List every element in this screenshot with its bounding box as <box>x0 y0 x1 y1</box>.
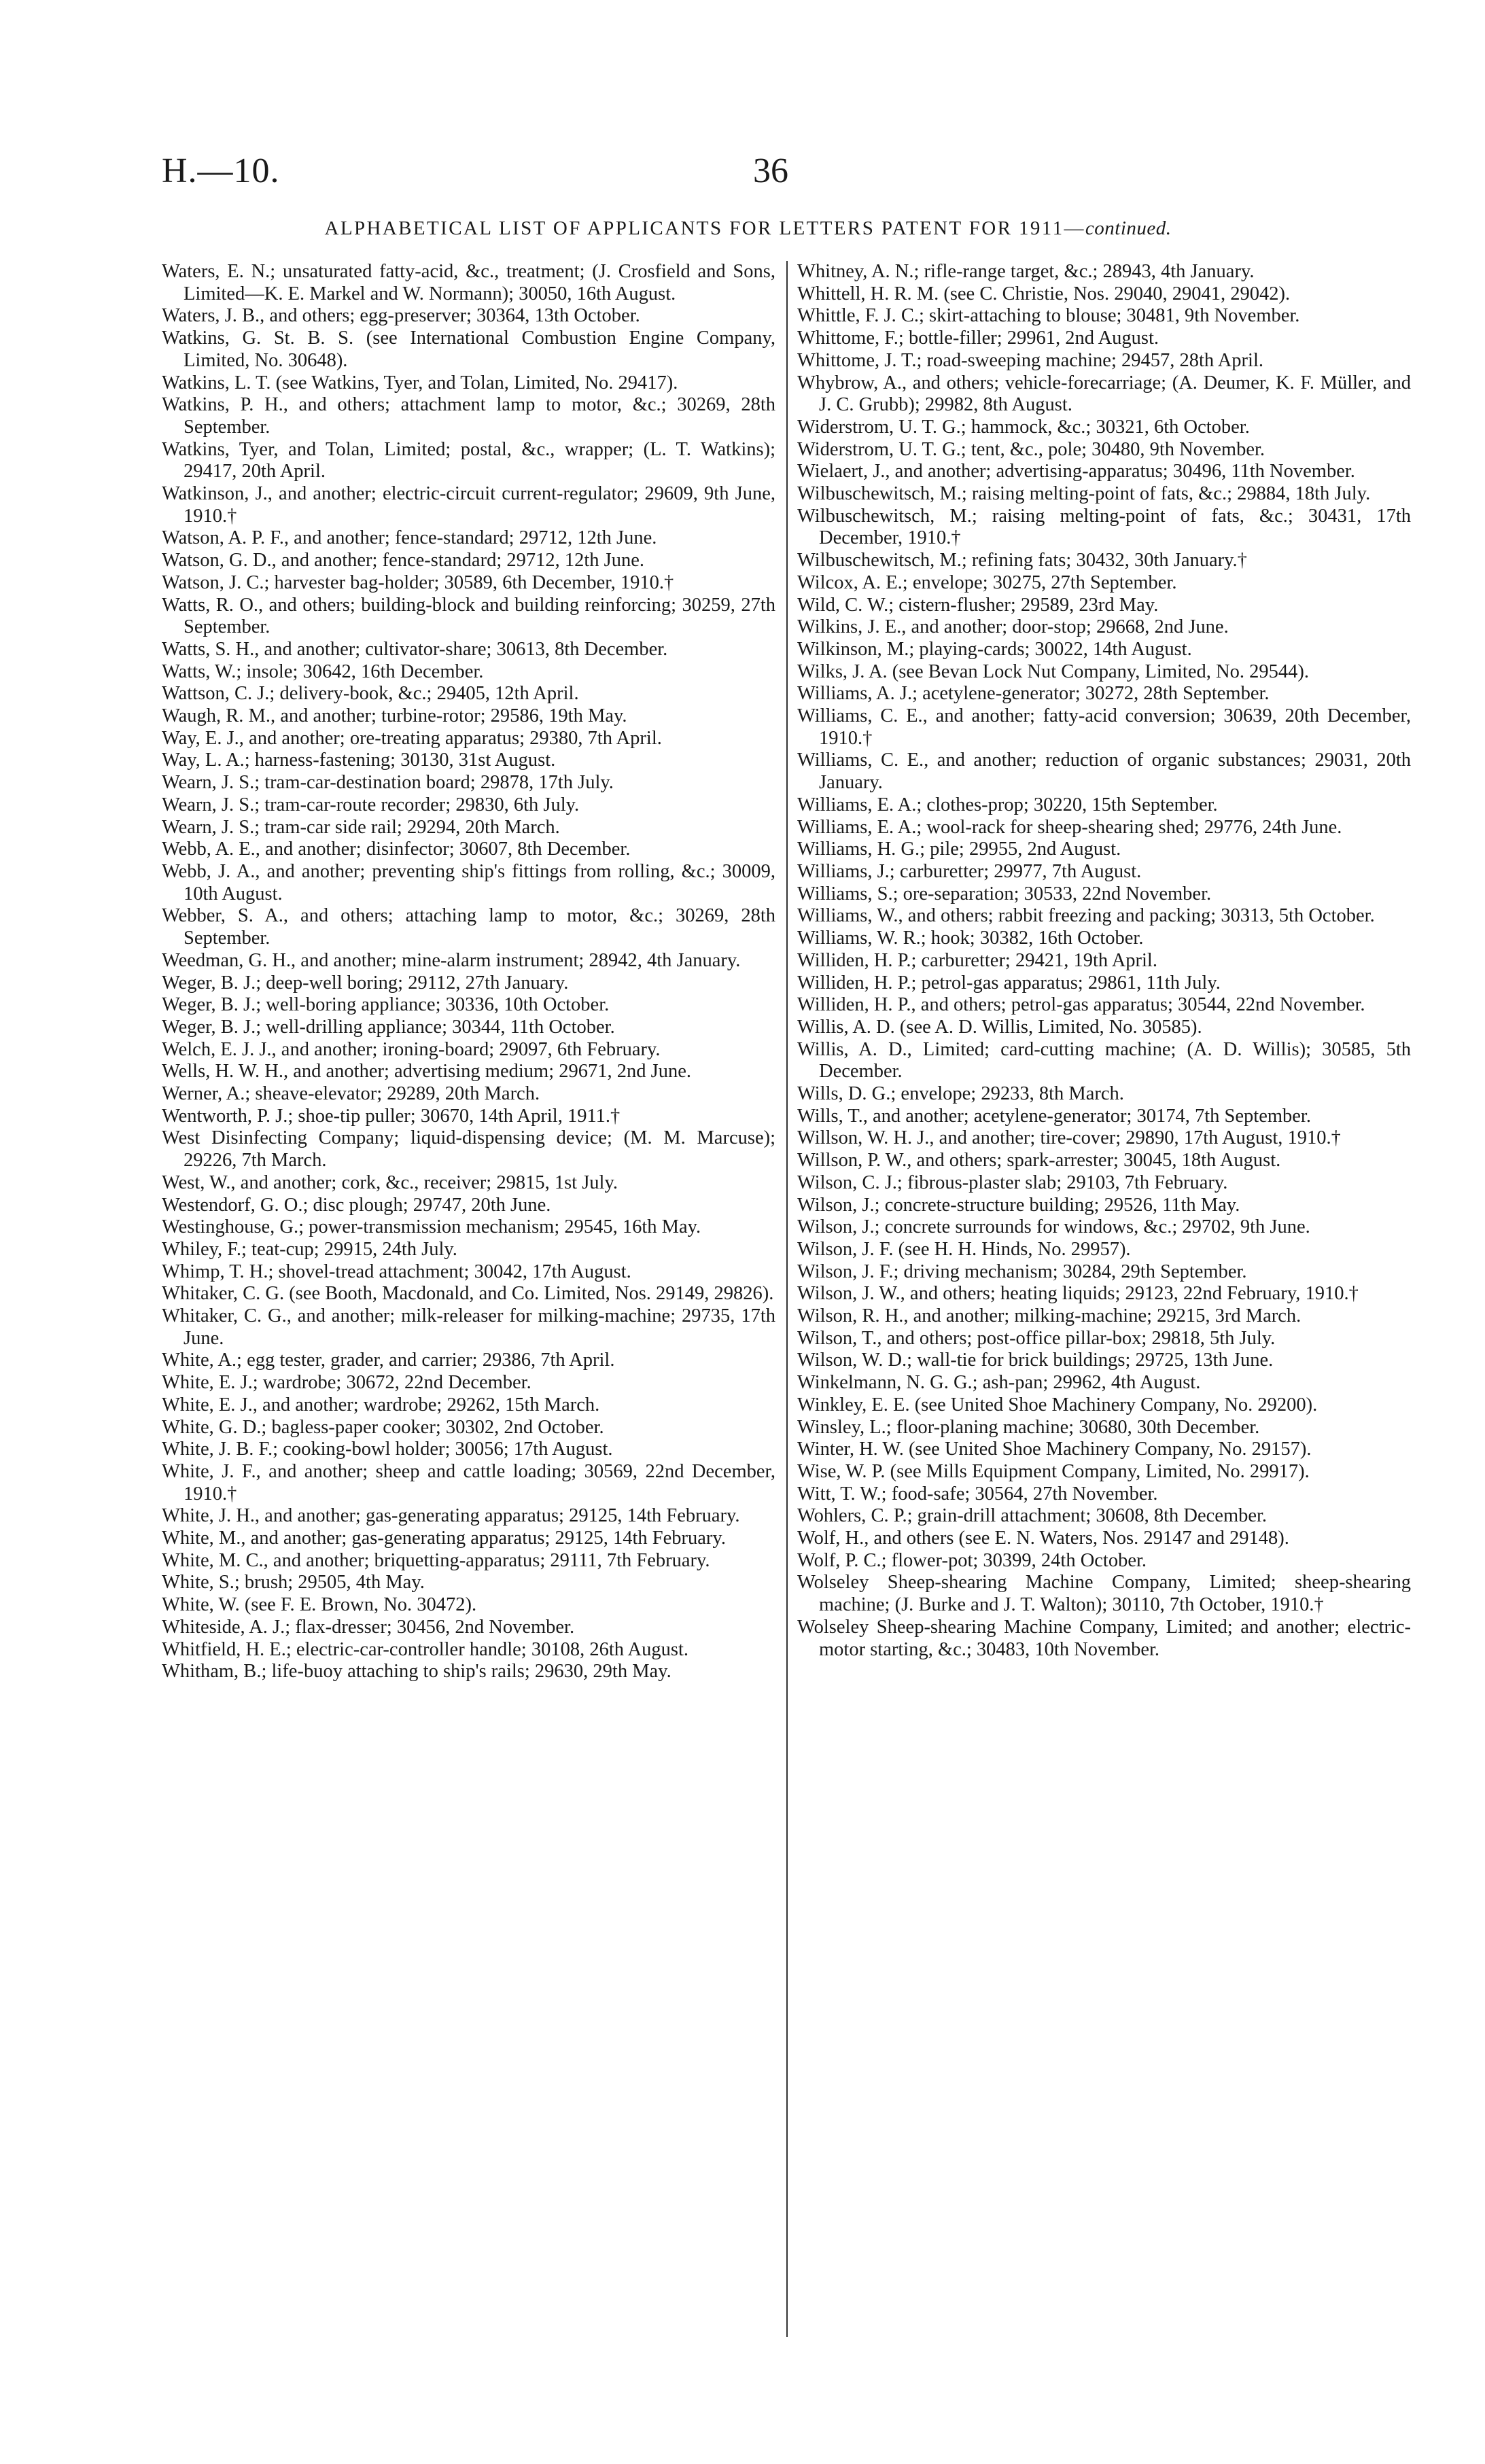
list-entry: Watts, W.; insole; 30642, 16th December. <box>162 661 484 682</box>
list-entry: Winter, H. W. (see United Shoe Machinery Company, No. 29157). <box>797 1439 1312 1460</box>
list-entry: Whiteside, A. J.; flax-dresser; 30456, 2nd November. <box>162 1616 575 1638</box>
list-entry: White, W. (see F. E. Brown, No. 30472). <box>162 1594 477 1616</box>
list-entry: Williams, W. R.; hook; 30382, 16th October. <box>797 928 1144 949</box>
list-entry: Wolseley Sheep-shearing Machine Company, Limited; and another; electric-motor starting, &c.; 30483, 10th November. <box>797 1616 1411 1660</box>
list-entry: Williden, H. P.; petrol-gas apparatus; 29861, 11th July. <box>797 972 1221 993</box>
list-entry: Wilbuschewitsch, M.; raising melting-point of fats, &c.; 29884, 18th July. <box>797 483 1371 505</box>
list-entry: Williams, C. E., and another; reduction of organic substances; 29031, 20th January. <box>797 750 1411 794</box>
list-entry: Way, E. J., and another; ore-treating apparatus; 29380, 7th April. <box>162 727 662 749</box>
list-entry: White, S.; brush; 29505, 4th May. <box>162 1572 425 1594</box>
list-entry: Weger, B. J.; well-drilling appliance; 30344, 11th October. <box>162 1016 615 1038</box>
list-entry: Williams, C. E., and another; fatty-acid conversion; 30639, 20th December, 1910.† <box>797 705 1411 749</box>
left-column <box>162 261 775 1683</box>
list-entry: Watkins, L. T. (see Watkins, Tyer, and Tolan, Limited, No. 29417). <box>162 372 678 393</box>
list-entry: White, E. J., and another; wardrobe; 29262, 15th March. <box>162 1394 600 1415</box>
list-entry: Wilcox, A. E.; envelope; 30275, 27th September. <box>797 571 1177 593</box>
list-entry: Watkins, Tyer, and Tolan, Limited; postal, &c., wrapper; (L. T. Watkins); 29417, 20th April. <box>162 438 775 482</box>
list-entry: West, W., and another; cork, &c., receiver; 29815, 1st July. <box>162 1172 618 1193</box>
list-entry: Wolseley Sheep-shearing Machine Company, Limited; sheep-shearing machine; (J. Burke and J. T. Walton); 30110, 7th October, 1910.† <box>797 1572 1411 1616</box>
list-entry: Wells, H. W. H., and another; advertising medium; 29671, 2nd June. <box>162 1061 691 1083</box>
list-entry: Williams, A. J.; acetylene-generator; 30272, 28th September. <box>797 683 1270 705</box>
list-entry: Wilson, J.; concrete-structure building; 29526, 11th May. <box>797 1194 1240 1216</box>
list-entry: Whitaker, C. G. (see Booth, Macdonald, and Co. Limited, Nos. 29149, 29826). <box>162 1283 774 1305</box>
list-entry: Wolf, P. C.; flower-pot; 30399, 24th October. <box>797 1549 1147 1571</box>
list-entry: Wielaert, J., and another; advertising-apparatus; 30496, 11th November. <box>797 461 1355 482</box>
list-entry: Watson, A. P. F., and another; fence-standard; 29712, 12th June. <box>162 527 657 549</box>
list-entry: Watts, S. H., and another; cultivator-share; 30613, 8th December. <box>162 638 668 660</box>
list-entry: Watkins, G. St. B. S. (see International Combustion Engine Company, Limited, No. 30648). <box>162 328 775 371</box>
list-entry: Westinghouse, G.; power-transmission mechanism; 29545, 16th May. <box>162 1216 701 1238</box>
page-identifier: H.—10. <box>162 152 280 190</box>
list-entry: Webber, S. A., and others; attaching lamp to motor, &c.; 30269, 28th September. <box>162 905 775 949</box>
list-entry: Welch, E. J. J., and another; ironing-board; 29097, 6th February. <box>162 1038 661 1060</box>
list-entry: Whybrow, A., and others; vehicle-forecarriage; (A. Deumer, K. F. Müller, and J. C. Grubb); 29982, 8th August. <box>797 372 1411 416</box>
list-entry: Wohlers, C. P.; grain-drill attachment; 30608, 8th December. <box>797 1505 1268 1527</box>
list-entry: Weedman, G. H., and another; mine-alarm instrument; 28942, 4th January. <box>162 949 741 971</box>
list-entry: Wentworth, P. J.; shoe-tip puller; 30670, 14th April, 1911.† <box>162 1105 621 1127</box>
list-entry: White, J. F., and another; sheep and cattle loading; 30569, 22nd December, 1910.† <box>162 1460 775 1504</box>
list-entry: Wilbuschewitsch, M.; raising melting-point of fats, &c.; 30431, 17th December, 1910.† <box>797 505 1411 549</box>
list-entry: Wilson, J. W., and others; heating liquids; 29123, 22nd February, 1910.† <box>797 1283 1359 1305</box>
list-entry: Winkelmann, N. G. G.; ash-pan; 29962, 4th August. <box>797 1372 1201 1394</box>
list-entry: Webb, A. E., and another; disinfector; 30607, 8th December. <box>162 839 631 860</box>
list-entry: Wilson, C. J.; fibrous-plaster slab; 29103, 7th February. <box>797 1172 1228 1193</box>
list-entry: Whitney, A. N.; rifle-range target, &c.; 28943, 4th January. <box>797 261 1255 282</box>
page-title <box>162 217 1334 240</box>
list-entry: Wilson, J. F.; driving mechanism; 30284, 29th September. <box>797 1261 1247 1282</box>
list-entry: Waugh, R. M., and another; turbine-rotor; 29586, 19th May. <box>162 705 627 727</box>
list-entry: Weger, B. J.; deep-well boring; 29112, 27th January. <box>162 972 569 993</box>
list-entry: Wearn, J. S.; tram-car side rail; 29294, 20th March. <box>162 816 560 838</box>
list-entry: Willson, W. H. J., and another; tire-cover; 29890, 17th August, 1910.† <box>797 1127 1341 1149</box>
column-divider <box>786 261 788 2337</box>
list-entry: Williams, S.; ore-separation; 30533, 22nd November. <box>797 883 1212 904</box>
list-entry: Wilson, J. F. (see H. H. Hinds, No. 29957). <box>797 1238 1131 1260</box>
list-entry: Whittome, F.; bottle-filler; 29961, 2nd August. <box>797 328 1159 349</box>
list-entry: Wild, C. W.; cistern-flusher; 29589, 23rd May. <box>797 594 1159 616</box>
list-entry: Wills, T., and another; acetylene-generator; 30174, 7th September. <box>797 1105 1311 1127</box>
list-entry: Whiley, F.; teat-cup; 29915, 24th July. <box>162 1238 457 1260</box>
list-entry: Wilkinson, M.; playing-cards; 30022, 14th August. <box>797 638 1192 660</box>
list-entry: White, G. D.; bagless-paper cooker; 30302, 2nd October. <box>162 1416 604 1438</box>
list-entry: Whittell, H. R. M. (see C. Christie, Nos. 29040, 29041, 29042). <box>797 283 1291 304</box>
list-entry: Waters, E. N.; unsaturated fatty-acid, &c., treatment; (J. Crosfield and Sons, Limited—K. E. Markel and W. Normann); 30050, 16th August. <box>162 261 775 304</box>
list-entry: Widerstrom, U. T. G.; hammock, &c.; 30321, 6th October. <box>797 416 1250 438</box>
list-entry: Willson, P. W., and others; spark-arrester; 30045, 18th August. <box>797 1150 1281 1172</box>
list-entry: White, M., and another; gas-generating apparatus; 29125, 14th February. <box>162 1528 726 1549</box>
list-entry: White, A.; egg tester, grader, and carrier; 29386, 7th April. <box>162 1350 615 1371</box>
list-entry: Williams, E. A.; wool-rack for sheep-shearing shed; 29776, 24th June. <box>797 816 1342 838</box>
list-entry: Werner, A.; sheave-elevator; 29289, 20th March. <box>162 1083 540 1105</box>
list-entry: Wearn, J. S.; tram-car-route recorder; 29830, 6th July. <box>162 794 580 815</box>
list-entry: Wearn, J. S.; tram-car-destination board; 29878, 17th July. <box>162 772 614 794</box>
list-entry: Witt, T. W.; food-safe; 30564, 27th November. <box>797 1483 1158 1504</box>
list-entry: Wilson, W. D.; wall-tie for brick buildings; 29725, 13th June. <box>797 1350 1274 1371</box>
page-number: 36 <box>753 152 788 190</box>
list-entry: Willis, A. D. (see A. D. Willis, Limited, No. 30585). <box>797 1016 1202 1038</box>
list-entry: Watkins, P. H., and others; attachment lamp to motor, &c.; 30269, 28th September. <box>162 394 775 438</box>
list-entry: Williams, J.; carburetter; 29977, 7th August. <box>797 860 1142 882</box>
page-title-main: ALPHABETICAL LIST OF APPLICANTS FOR LETTERS PATENT FOR 1911— <box>324 217 1085 239</box>
list-entry: West Disinfecting Company; liquid-dispensing device; (M. M. Marcuse); 29226, 7th March. <box>162 1127 775 1172</box>
list-entry: Wilson, T., and others; post-office pillar-box; 29818, 5th July. <box>797 1327 1276 1349</box>
list-entry: Watson, G. D., and another; fence-standard; 29712, 12th June. <box>162 550 645 571</box>
list-entry: Wolf, H., and others (see E. N. Waters, Nos. 29147 and 29148). <box>797 1528 1289 1549</box>
page-title-continued: continued. <box>1085 217 1172 239</box>
list-entry: Weger, B. J.; well-boring appliance; 30336, 10th October. <box>162 994 610 1016</box>
list-entry: Waters, J. B., and others; egg-preserver; 30364, 13th October. <box>162 305 640 327</box>
list-entry: Williden, H. P., and others; petrol-gas apparatus; 30544, 22nd November. <box>797 994 1365 1016</box>
list-entry: Williams, E. A.; clothes-prop; 30220, 15th September. <box>797 794 1218 815</box>
list-entry: White, M. C., and another; briquetting-apparatus; 29111, 7th February. <box>162 1549 710 1571</box>
list-entry: Wilson, R. H., and another; milking-machine; 29215, 3rd March. <box>797 1305 1301 1327</box>
list-entry: Way, L. A.; harness-fastening; 30130, 31st August. <box>162 750 556 771</box>
list-entry: Winkley, E. E. (see United Shoe Machinery Company, No. 29200). <box>797 1394 1318 1415</box>
list-entry: Wilks, J. A. (see Bevan Lock Nut Company, Limited, No. 29544). <box>797 661 1309 682</box>
list-entry: White, J. H., and another; gas-generating apparatus; 29125, 14th February. <box>162 1505 740 1527</box>
list-entry: Whimp, T. H.; shovel-tread attachment; 30042, 17th August. <box>162 1261 631 1282</box>
list-entry: Willis, A. D., Limited; card-cutting machine; (A. D. Willis); 30585, 5th December. <box>797 1038 1411 1083</box>
list-entry: Watkinson, J., and another; electric-circuit current-regulator; 29609, 9th June, 1910.† <box>162 483 775 527</box>
list-entry: Whitaker, C. G., and another; milk-releaser for milking-machine; 29735, 17th June. <box>162 1305 775 1349</box>
list-entry: Whitfield, H. E.; electric-car-controller handle; 30108, 26th August. <box>162 1638 689 1660</box>
list-entry: Williden, H. P.; carburetter; 29421, 19th April. <box>797 949 1157 971</box>
list-entry: Winsley, L.; floor-planing machine; 30680, 30th December. <box>797 1416 1260 1438</box>
right-column <box>797 261 1411 1661</box>
list-entry: Westendorf, G. O.; disc plough; 29747, 20th June. <box>162 1194 551 1216</box>
list-entry: Williams, H. G.; pile; 29955, 2nd August. <box>797 839 1121 860</box>
list-entry: Webb, J. A., and another; preventing ship's fittings from rolling, &c.; 30009, 10th August. <box>162 860 775 904</box>
list-entry: White, J. B. F.; cooking-bowl holder; 30056; 17th August. <box>162 1439 613 1460</box>
list-entry: Williams, W., and others; rabbit freezing and packing; 30313, 5th October. <box>797 905 1375 927</box>
list-entry: Wise, W. P. (see Mills Equipment Company, Limited, No. 29917). <box>797 1460 1310 1482</box>
list-entry: Watson, J. C.; harvester bag-holder; 30589, 6th December, 1910.† <box>162 571 674 593</box>
list-entry: White, E. J.; wardrobe; 30672, 22nd December. <box>162 1372 531 1394</box>
list-entry: Whitham, B.; life-buoy attaching to ship's rails; 29630, 29th May. <box>162 1661 671 1683</box>
list-entry: Widerstrom, U. T. G.; tent, &c., pole; 30480, 9th November. <box>797 438 1265 460</box>
list-entry: Whittle, F. J. C.; skirt-attaching to blouse; 30481, 9th November. <box>797 305 1300 327</box>
list-entry: Wattson, C. J.; delivery-book, &c.; 29405, 12th April. <box>162 683 579 705</box>
list-entry: Whittome, J. T.; road-sweeping machine; 29457, 28th April. <box>797 349 1263 371</box>
list-entry: Wilbuschewitsch, M.; refining fats; 30432, 30th January.† <box>797 550 1247 571</box>
list-entry: Wilson, J.; concrete surrounds for windows, &c.; 29702, 9th June. <box>797 1216 1310 1238</box>
list-entry: Watts, R. O., and others; building-block and building reinforcing; 30259, 27th September. <box>162 594 775 638</box>
list-entry: Wilkins, J. E., and another; door-stop; 29668, 2nd June. <box>797 616 1229 638</box>
list-entry: Wills, D. G.; envelope; 29233, 8th March. <box>797 1083 1124 1105</box>
